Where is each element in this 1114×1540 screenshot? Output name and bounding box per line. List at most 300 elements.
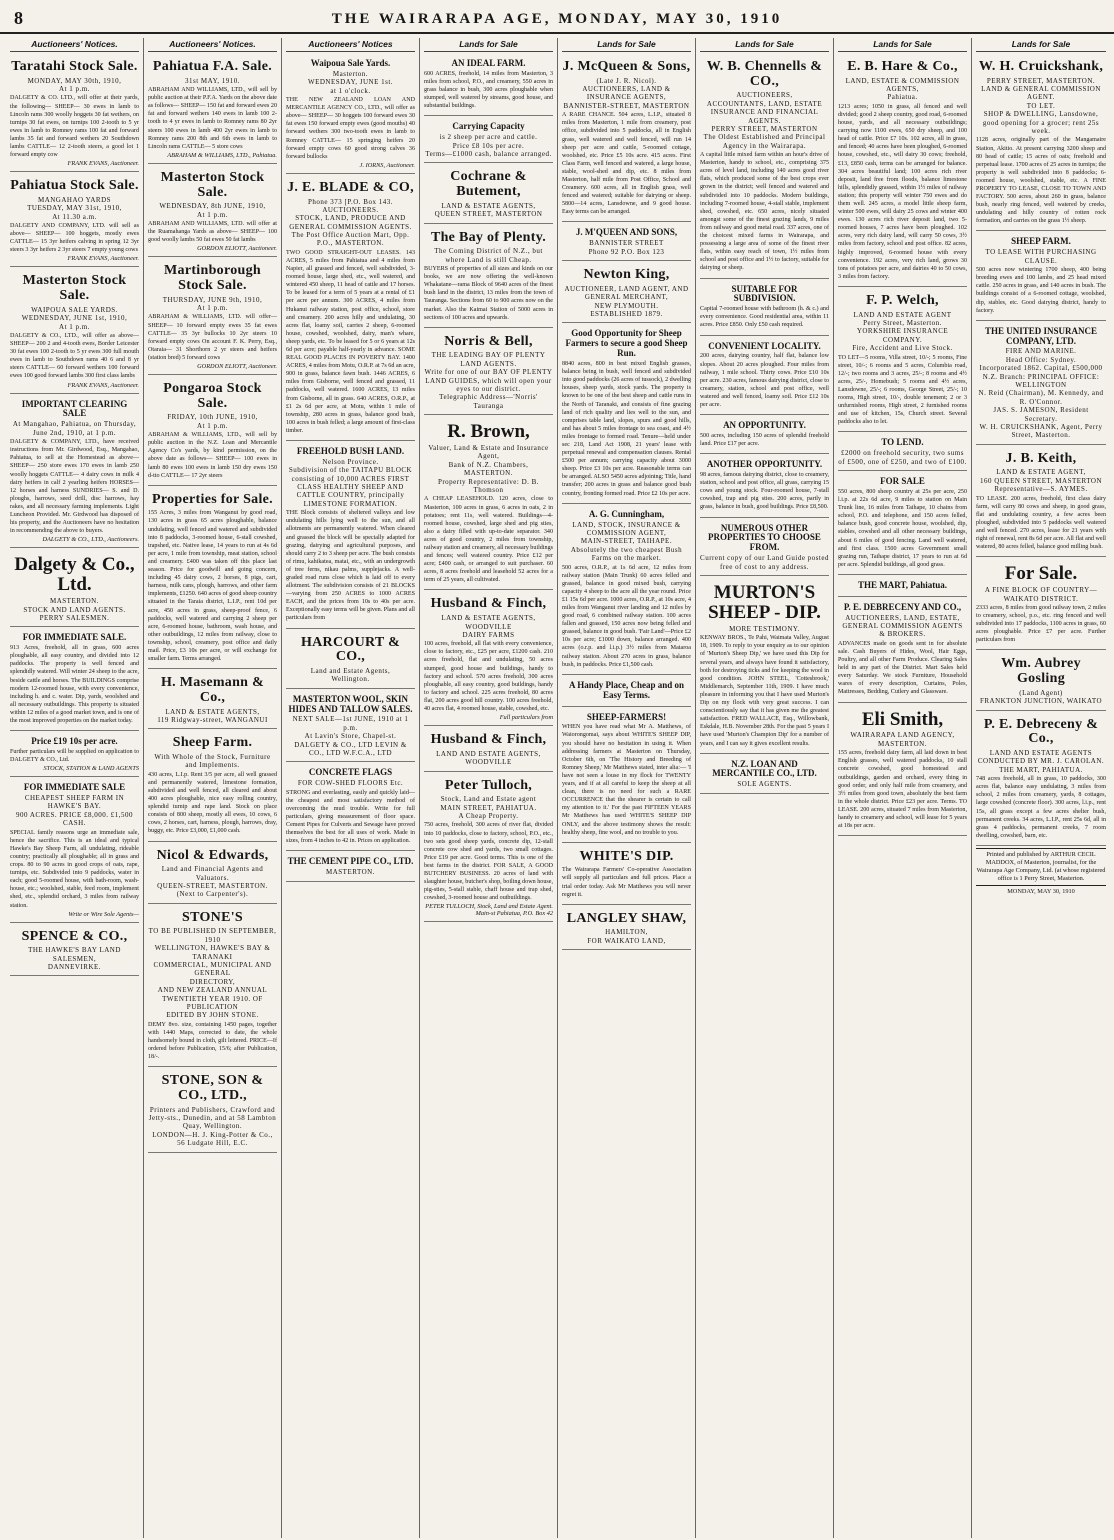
ad-subline: 160 QUEEN STREET, MASTERTON <box>979 476 1103 485</box>
ad-heading: THE CEMENT PIPE CO., LTD. <box>287 856 414 867</box>
advertisement <box>700 338 829 416</box>
ad-subline: AUCTIONEERS. <box>322 205 379 214</box>
ad-signature: J. IORNS, Auctioneer. <box>359 161 415 169</box>
advertisement <box>838 577 967 597</box>
ad-subline: 900 ACRES. PRICE £8,000. £1,500 CASH. <box>15 810 133 828</box>
ad-subline: Subdivision of the TAITAPU BLOCK consisting of 10,000 ACRES FIRST CLASS HEALTHY SHEEP AND CATTLE COUNTRY, principally LIMESTONE FORMATION. <box>288 466 413 508</box>
ad-body: A capital little mixed farm within an hour's drive of Masterton, handy to school, etc., comprising 375 acres of level land, including 140 acres good river flats, which produced some of the best crops ever grown in the district; well fenced and watered and subdivided into 10 paddocks. Modern buildings, including 7-roomed house, 4-stall stable, implement shed, cowshed, etc. 650 acres, nicely situated amongst some of the finest grazing lands, 9 miles from railway and good metal road. 337 acres, one of the choicest mixed farms in Wairarapa, and possessing a large area of some of the finest river flats, within easy reach of town, 1½ miles from school and post office and 1½ to factory, suitable for dairying or sheep. <box>700 152 829 272</box>
ad-heading: STONE, SON & CO., LTD., <box>161 1073 264 1103</box>
ad-subline: Phone 373 [P.O. Box 143. <box>308 197 393 206</box>
ad-subline: £2000 on freehold security, two sums of £500, one of £250, and two of £100. <box>838 449 967 466</box>
ad-heading: THE UNITED INSURANCE COMPANY, LTD. <box>984 325 1098 346</box>
advertisement <box>148 259 277 375</box>
advertisement <box>10 550 139 627</box>
ad-heading: P. E. Debreceny & Co., <box>983 716 1099 747</box>
ad-subline: At 1 p.m. <box>59 85 90 94</box>
ad-subline: is 2 sheep per acre and cattle. <box>439 133 538 142</box>
advertisement <box>424 592 553 726</box>
advertisement <box>148 166 277 257</box>
ad-subline: CHEAPEST SHEEP FARM IN HAWKE'S BAY. <box>24 794 125 811</box>
ad-heading: FOR IMMEDIATE SALE <box>23 782 126 793</box>
ad-body: ADVANCES made on goods sent in for absolute sale. Cash Buyers of Hides, Wool, Hair Eggs, Poultry, and all other Farm Produce. Clearing Sales held in any part of the District. Mart Sales held every Saturday. We stock Furniture, Household wares of every description, Curtains, Poles, Mattresses, Bedding, Cutlery and Glassware. <box>838 640 967 696</box>
column-7 <box>834 38 972 1538</box>
ad-subline: WOODVILLE <box>465 758 512 767</box>
column-header: Lands for Sale <box>562 38 691 52</box>
ad-subline: At 1 p.m. <box>59 322 90 331</box>
ad-body: ABRAHAM & WILLIAMS, LTD., will sell by public auction in the N.Z. Loan and Mercantile Agency Co's yards, by kind permission, on the above date as follows— SHEEP— 100 ewes in lamb 80 ewes 100 ewes in lamb 150 dry ewes 150 d-tto CATTLE— 17 2yr steers <box>148 432 277 479</box>
ad-subline: Incorporated 1862. Capital, £500,000 <box>979 364 1103 373</box>
advertisement <box>700 417 829 454</box>
ad-subline: Land and Estate Agents, <box>310 666 391 675</box>
advertisement <box>10 779 139 922</box>
advertisement <box>286 55 415 174</box>
ad-heading: Price £19 10s per acre. <box>31 736 118 747</box>
ad-body: 550 acres, 800 sheep country at 25s per acre, 250 l.i.p. at 22s 6d acre, 9 miles to station on Main Trunk line, 16 miles from Taihape, 10 chains from school, P.O. and telephone, and 150 acres felled, balance bush, good concrete house, woolshed, dip, stables, cowshed and all other necessary buildings, about 6 miles of good fencing. Land well watered, and first class. 1500 acres Government small grazing run, Taihape district, 17 years to run at 6d per acre. Splendid buildings, all good grass. <box>838 488 967 568</box>
advertisement <box>562 677 691 707</box>
ad-body: ABRAHAM AND WILLIAMS, LTD. will offer at the Ruamahanga Yards as above— SHEEP— 100 good woolly lambs 50 fat ewes 50 fat lambs <box>148 220 277 244</box>
ad-subline: At 1 p.m. <box>197 421 228 430</box>
ad-subline: Representative—S. AYMES. <box>994 485 1088 494</box>
ad-subline: N. Reid (Chairman), M. Kennedy, and R. O'Connor. <box>978 389 1104 406</box>
ad-heading: FREEHOLD BUSH LAND. <box>296 446 405 456</box>
ad-subline: QUEEN-STREET, MASTERTON. (Next to Carpenter's). <box>157 882 268 899</box>
ad-subline: MORE TESTIMONY. <box>729 624 800 633</box>
ad-subline: (Land Agent) <box>1019 688 1063 697</box>
advertisement <box>562 907 691 950</box>
advertisement <box>10 396 139 549</box>
advertisement <box>424 118 553 163</box>
ad-subline: Masterton. <box>332 69 369 78</box>
advertisement <box>562 263 691 323</box>
advertisement <box>10 174 139 267</box>
ad-body: 1213 acres; 1050 in grass, all fenced and well divided; good 2 sheep country, good road, 6-roomed house, yards, and all necessary outbuildings; carrying now 1100 ewes, 650 dry sheep, and 100 head of cattle. Price £7 10s. 102 acres, all in grass, and fenced; 40 acres have been ploughed, 6-roomed house, cowshed, etc., will dairy 30 cows; freehold, £13, £850 cash, terms can be arranged for balance. 304 acres beautiful land; 100 acres rich river deposit, land free from floods, balance limestone hills, splendidly grassed, within 1½ miles of railway station; this property will winter 750 ewes and do them well. 245 acres, a model little sheep farm, winter 500 ewes, will dairy 25 cows and winter 400 ewes. 130 acres rich river deposit land, two 5-roomed houses, 7 acres have been ploughed. 102 acres, very rich dairy land, will carry 50 cows, 3½ miles from factory, school and post office. 82 acres, highly improved, 6-roomed house with every convenience. 192 acres, very rich land, grows 30 tons of potatoes per acre, and dairies 40 to 50 cows, 3 miles from factory. <box>838 103 967 280</box>
column-header: Lands for Sale <box>700 38 829 52</box>
ad-subline: TO LET. <box>1026 101 1056 110</box>
ad-heading: Cochrane & Butement, <box>450 169 527 200</box>
advertisement <box>700 55 829 279</box>
ad-body: 750 acres, freehold, 300 acres of river flat, divided into 10 paddocks, close to factory, school, P.O., etc., two sets good sheep yards, concrete dip, 12-stall concrete cow shed and yards, two small cottages. Price £19 per acre. Good terms. This is one of the best farms in the district. FOR SALE, A GOOD BUTCHERY BUSINESS. 20 acres of land with slaughter house, butcher's shop, boiling down house, pig-sties, 5-stall stable, chaff house and trap shed, cowshed, 3-roomed house and outbuildings. <box>424 822 553 902</box>
ad-subline: N.Z. Branch: PRINCIPAL OFFICE: WELLINGTON <box>982 372 1100 390</box>
ad-subline: AND NEW ZEALAND ANNUAL <box>157 986 268 995</box>
ad-subline: At 1 p.m. <box>197 304 228 313</box>
advertisement <box>976 323 1106 445</box>
ad-body: 155 Acres, 3 miles from Wanganui by good road, 130 acres in grass 65 acres ploughable, balance undulating, well fenced and watered and subdivided into 8 paddocks, 3-roomed house, 6-stall cowshed, trapshed, etc. Native lease, 14 years to run at 4s 6d per acre, 1 mile from township, meat station, school and creamery. £400 was taken off this place last season. Price for goodwill and going concern, including 45 dairy cows, 2 horses, 8 pigs, cart, harness, milk cans, plough, harrows, and other farm implements, £1250. 640 acres of good sheep country situated in the Taraia district, L.I.P., rent 10d per acre, 450 acres in grass, sheep-proof fence, 6 paddocks, well watered and carrying 2 sheep per acre, 6-roomed house, bathroom, wash house, and other outbuildings, 12 miles from railway, close to township, school, creamery, post office and daily mail. Price, £3 10s per acre, or will exchange for smaller farm. Terms arranged. <box>148 510 277 663</box>
ad-subline: MAIN STREET, PAHIATUA. <box>440 803 537 812</box>
ad-heading: WHITE'S DIP. <box>579 848 674 864</box>
advertisement <box>562 55 691 222</box>
ad-body: BUYERS of properties of all sizes and kinds on our books, we are now offering the well-known Whakatane—rama Block of 9640 acres of the finest bush land in the district, 13 miles from the town of Tauranga. Sections from 60 to 900 acres now on the market. Also the Kaimai Station of 5000 acres in sections of 100 acres and upwards. <box>424 266 553 321</box>
column-header: Auctioneers' Notices. <box>10 38 139 52</box>
ad-heading: Properties for Sale. <box>152 491 273 507</box>
advertisement <box>700 281 829 336</box>
ad-heading: FOR IMMEDIATE SALE. <box>22 632 127 643</box>
advertisement <box>976 233 1106 320</box>
ad-heading: H. Masemann & Co., <box>160 675 265 705</box>
ad-subline: FIRE AND MARINE. <box>1005 347 1077 356</box>
ad-subline: LAND AND ESTATE AGENTS <box>989 749 1093 757</box>
ad-heading: A. G. Cunningham, <box>588 508 665 519</box>
advertisement <box>838 55 967 287</box>
newspaper-columns <box>6 38 1110 1538</box>
advertisement <box>976 55 1106 231</box>
advertisement <box>148 1069 277 1152</box>
ad-heading: LANGLEY SHAW, <box>566 910 687 926</box>
advertisement <box>286 853 415 881</box>
ad-subline: The Oldest Established and Principal Agency in the Wairarapa. <box>703 133 826 150</box>
ad-signature: Write or Wire Sole Agents— <box>68 910 139 918</box>
advertisement <box>424 774 553 923</box>
ad-subline: Perry Street, Masterton. <box>863 319 942 327</box>
ad-heading: Eli Smith, <box>861 708 944 730</box>
ad-subline: Price £8 10s per acre. <box>452 141 525 150</box>
ad-body: TO LEASE. 200 acres, freehold, first class dairy farm, will carry 80 cows and sheep, in good grass, flat and undulating country, a few acres been ploughed, subdivided into 5 paddocks well watered and well fenced. 270 acres, lease for 21 years with right of renewal, rent 8s 6d per acre. All flat and well watered, 80 acres felled, balance good milling bush. <box>976 495 1106 551</box>
advertisement <box>10 269 139 393</box>
advertisement <box>286 176 415 441</box>
ad-subline: At Mangahao, Pahiatua, on Thursday, June 2nd, 1910, at 1 p.m. <box>12 420 137 437</box>
ad-subline: LAND AND ESTATE AGENTS, <box>436 749 541 758</box>
advertisement <box>148 906 277 1067</box>
ad-subline: PERRY STREET, MASTERTON <box>711 124 818 133</box>
ad-subline: MANGAHAO YARDS <box>37 195 112 204</box>
advertisement <box>838 473 967 575</box>
ad-heading: For Sale. <box>1004 563 1078 585</box>
ad-body: 100 acres, freehold, all flat with every convenience, close to factory, etc., £25 per acre, £1200 cash. 210 acres freehold, flat and undulating, 50 acres stumped, good house and buildings, handy to factory and school. 570 acres freehold, 300 acres ploughable, all easy country, good buildings, handy to factory and school. 225 acres freehold, 80 acres flat, 200 acres good hill country. 100 acres freehold, 40 acres flat, 4 roomed house, stable, cowshed, etc. <box>424 641 553 713</box>
ad-subline: Nelson Province. <box>322 457 379 466</box>
advertisement <box>10 629 139 731</box>
advertisement <box>700 456 829 517</box>
ad-heading: FOR SALE <box>880 476 925 487</box>
ad-signature: FRANK EVANS, Auctioneer. <box>67 381 139 389</box>
advertisement <box>424 728 553 771</box>
advertisement <box>838 705 967 837</box>
ad-signature: Full particulars from <box>499 714 553 722</box>
ad-subline: STOCK, LAND, PRODUCE AND GENERAL COMMISSION AGENTS. <box>289 214 412 231</box>
ad-subline: Absolutely the two cheapest Bush Farms on the market. <box>570 545 683 563</box>
ad-subline: A Cheap Property. <box>458 812 519 821</box>
ad-subline: Valuer, Land & Estate and Insurance Agent, <box>428 444 549 461</box>
ad-heading: Husband & Finch, <box>430 732 547 748</box>
ad-subline: ESTABLISHED 1879. <box>590 310 663 318</box>
ad-subline: W. H. CRUICKSHANK, Agent, Perry Street, Masterton. <box>979 422 1103 440</box>
ad-body: The Wairarapa Farmers' Co-operative Association will supply all particulars and full prices. Place a trial order today. Ask Mr Matthews you will never regret it. <box>562 867 691 898</box>
ad-heading: J. McQueen & Sons, <box>562 59 691 74</box>
advertisement <box>562 224 691 261</box>
advertisement <box>286 631 415 689</box>
ad-subline: FOR WAIKATO LAND, <box>587 936 666 945</box>
advertisement <box>10 733 139 777</box>
ad-subline: With Whole of the Stock, Furniture and Implements. <box>154 753 271 770</box>
advertisement <box>148 844 277 904</box>
ad-subline: Write for one of our BAY OF PLENTY LAND GUIDES, which will open your eyes to our district. <box>424 368 553 393</box>
ad-subline: Land and Financial Agents and Valuators. <box>161 865 264 882</box>
ad-subline: MAIN-STREET, TAIHAPE. <box>580 537 673 546</box>
ad-body: SPECIAL family reasons urge an immediate sale, hence the sacrifice. This is an ideal and typical Hawke's Bay Sheep Farm, all undulating, rideable country; practically all ploughable; all in grass and crops. 80 to 90 acres in good crops of oats, rape, turnips, etc. Subdivided into 9 paddocks, water in each; good 5-roomed house, with bath-room, wash-house, etc.; woolshed, stable, feed room, implement shed, etc., splendid orchard, 3 miles from railway station. <box>10 829 139 909</box>
ad-heading: F. P. Welch, <box>866 292 939 308</box>
advertisement <box>424 417 553 590</box>
ad-subline: LAND, ESTATE & COMMISSION AGENTS, <box>845 76 960 94</box>
ad-body: KENWAY BROS., Te Pahi, Waimata Valley, August 18, 1909. To reply to your enquiry as to our opinion of 'Murton's Sheep Dip,' we have used this Dip for several years, and always have found it satisfactory, both for destroying ticks and for keeping the wool in good condition. JOHN STEEL, 'Cottesbrook,' Middlemarch, September 11th, 1909. I have much pleasure in informing you that I have used Murton's Dip on my flock with very great success. I can conscientiously say that it has given me the greatest satisfaction. FRED WALLACE, Esq., Willowbank, Eskdale, H.B. November 28th. For the past 5 years I have used 'Murton's Champion Dip' for a number of years, and I can say it gives excellent results. <box>700 635 829 747</box>
ad-subline: Property Representative: D. B. Thomson <box>437 477 540 495</box>
column-6 <box>696 38 834 1538</box>
ad-heading: Peter Tulloch, <box>444 777 533 793</box>
ad-subline: Terms—£1000 cash, balance arranged. <box>425 150 552 159</box>
ad-subline: The Post Office Auction Mart, Opp. P.O., MASTERTON. <box>291 231 410 248</box>
advertisement <box>286 691 415 763</box>
ad-signature: PETER TULLOCH, Stock, Land and Estate Agent. Main-st Pahiatua, P.O. Box 42 <box>425 903 553 918</box>
advertisement <box>700 520 829 576</box>
ad-body: 1128 acres, originally part of the Mangamaire Station, Akitio. At present carrying 3200 sheep and 80 head of cattle; 15 acres of oats; freehold and perpetual lease. 1700 acres of 25 acres in turnips; the property is well subdivided into 8 paddocks; 6-roomed house, woolshed, stable, etc. A FINE PROPERTY TO LEASE, CLOSE TO TOWN AND FACTORY. 500 acres, about 260 in grass, balance bush, nearly ring fenced, well watered by creeks, undulating and hilly country of rotten rock formation, and carries on the grass 1½ sheep. <box>976 137 1106 225</box>
column-1 <box>6 38 144 1538</box>
ad-subline: At Lavin's Store, Chapel-st. <box>304 732 397 741</box>
advertisement <box>976 559 1106 650</box>
ad-heading: CONCRETE FLAGS <box>308 767 393 778</box>
ad-body: 8840 acres, 800 in best mixed English grasses, balance being in bush, well fenced and subdivided into good paddocks (26 acres of tussock), 2 dwelling houses, sheep yards, stock yards. The property is known to be one of the best sheep and cattle runs in the North of Taranaki, and consists of fine grazing land of rich quality and lies well to the sun, and comprises table land, slopes, spurs and good hills, and has about 5 miles frontage to sea coast, and 4½ miles frontage to formed road. Tenure—held under sec 218, Land Act 1908, 21 years' lease with perpetual renewal and compensation clauses. Rental £500 per annum; carrying capacity about 3000 sheep. Price £3 10s per acre. Reasonable terms can be arranged. ALSO 5450 acres adjoining; Title, hand transfer; 200 acres in grass and balance good bush country, fronting formed road. Price £2 10s per acre. <box>562 361 691 497</box>
ad-body: 200 acres, dairying country, half flat, balance low slopes. About 20 acres ploughed. Four miles from railway, 1 mile school. Thirty cows. Price £10 10s per acre. 230 acres, famous dairying district, close to creamery, station, school and post office, well watered and well fenced, loamy soil. Price £12 10s per acre. <box>700 353 829 409</box>
ad-subline: WAIPOUA SALE YARDS. <box>31 305 118 314</box>
ad-subline: DANNEVIRKE. <box>47 963 102 972</box>
ad-body: A CHEAP LEASEHOLD. 120 acres, close to Masterton, 100 acres in grass, 6 acres in oats, 2 in potatoes; rent 11s, well watered. Buildings—4-roomed house, cowshed, large shed and pig sties, also a dairy filled with up-to-date separator. 340 acres of good country, 2 miles from township, railway station and creamery, all necessary buildings and fences; well watered country. Price £12 per acre; £400 cash, or arranged to suit purchaser. 60 acres, 8 acres freehold and leasehold 52 acres for a term of 25 years, all cultivated. <box>424 496 553 584</box>
ad-heading: Sheep Farm. <box>172 735 253 751</box>
ad-subline: SHOP & DWELLING, Lansdowne, good opening for a grocer; rent 25s week. <box>982 110 1100 136</box>
imprint: Printed and published by ARTHUR CECIL MADDOX, of Masterton, journalist, for the Wairarapa Age Company, Ltd. (at whose registered office is 1 Perry Street, Masterton. <box>976 848 1106 883</box>
ad-body: A RARE CHANCE. 504 acres, L.I.P., situated 8 miles from Masterton, 1 mile from creamery, post office, subdivided into 5 paddocks, all in English grass, well watered and well fenced, will run 14 sheep per acre and cattle, 5-roomed cottage, woolshed, etc. Price £5 10s acre. 415 acres. First Class Farm, well fenced and watered, a large house, stable, wool-shed and dip, etc. 8 miles from Masterton, half mile from Post Office, School and Creamery. 600 acres, all in English grass, well fenced and watered; suitable for dairying or sheep. 5800—14 acres, Lansdowne, and 9 good house. Easy terms can be arranged. <box>562 112 691 216</box>
advertisement <box>424 330 553 415</box>
ad-body: 913 Acres, freehold, all in grass, 600 acres ploughable, all easy country, and divided into 12 paddocks. The property is well fenced and splendidly watered. Will winter 24 sheep to the acre, beside cattle and horses. The BUILDINGS comprise modern 12-roomed house, with every convenience, including h. and c. water. Dip, yards, woolshed and all necessary outbuildings. This property is situated within 12 miles of a good market town, and is one of the most improved properties on the market today. <box>10 645 139 725</box>
ad-heading: STONE'S <box>182 909 243 925</box>
ad-subline: at 1 o'clock. <box>330 86 371 95</box>
ad-subline: At 1 p.m. <box>197 210 228 219</box>
ad-subline: WELLINGTON, HAWKE'S BAY & TARANAKI <box>154 944 271 961</box>
ad-body: ABRAHAM & WILLIAMS, LTD. will offer— SHEEP— 10 forward empty ewes 35 fat ewes CATTLE— 35 3yr bullocks 10 2yr steers 10 forward empty cows On account F. K. Perry, Esq., Otaraia— 31 Shorthorn 2 yr steers and heifers (station bred) 5 forward cows <box>148 314 277 361</box>
column-5 <box>558 38 696 1538</box>
column-header: Lands for Sale <box>838 38 967 52</box>
ad-body: 430 acres, L.I.p. Rent 3/5 per acre, all well grassed and permanently watered, limestone formation, subdivided and well fenced, all cleared and about 400 acres ploughable, nice easy rolling country, splendid turnip and rape land. Stock on place consists of 800 sheep, mostly all ewes, 10 cows, 6 cows, 2 horses, cart, harness, plough, harrows, dray, buggy, etc. Price £3,000, £1,000 cash. <box>148 771 277 835</box>
ad-subline: AUCTIONEERS, LAND & INSURANCE AGENTS, <box>582 85 671 102</box>
ad-subline: Wellington. <box>331 675 370 684</box>
ad-subline: COMMERCIAL, MUNICIPAL AND GENERAL <box>153 961 272 978</box>
ad-subline: LAND & GENERAL COMMISSION AGENT. <box>981 85 1101 102</box>
ad-body: THE Block consists of sheltered valleys and low undulating hills lying well to the sun, and all allotments are permanently watered. When cleared and grassed the block will be specially adapted for grazing, dairying and agricultural purposes, and should carry 2 to 3 sheep per acre. The bush consists of rimu, kahikatea, matai, etc., with an undergrowth of tree ferns, nikau palms, supplejacks. A well-graded road runs close which is laid off to every allotment. The subdivision consists of 21 BLOCKS—varying from 250 ACRES to 1000 ACRES EACH, and the prices from 10s to 40s per acre. Exceptionally easy terms will be given. Plans and all particulars from <box>286 510 415 622</box>
ad-heading: W. B. Chennells & CO., <box>706 59 823 89</box>
ad-signature: DALGETY & CO., LTD., Auctioneers. <box>42 536 139 544</box>
ad-body: 600 ACRES, freehold, 14 miles from Masterton, 3 miles from school, P.O., and creamery, 550 acres in grass balance in bush, 300 acres ploughable when stumped, well watered by streams, good house, and substantial buildings. <box>424 70 553 110</box>
ad-subline: LAND, STOCK, INSURANCE & COMMISSION AGENT, <box>572 520 681 537</box>
advertisement <box>838 434 967 471</box>
ad-subline: TWENTIETH YEAR 1910. OF PUBLICATION <box>162 994 263 1011</box>
ad-heading: E. B. Hare & Co., <box>847 59 958 74</box>
ad-subline: LAND AND ESTATE AGENT <box>853 310 952 319</box>
ad-signature: ABRAHAM & WILLIAMS, LTD., Pahiatua. <box>167 151 277 159</box>
column-2 <box>144 38 282 1538</box>
ad-subline: 31st MAY, 1910. <box>185 76 240 85</box>
ad-body: 500 acres now wintering 1700 sheep, 400 being breeding ewes and 100 lambs, and 25 head mixed cattle. 250 acres in grass, and 140 acres in bush. The buildings consist of a 6-roomed cottage, woolshed, dip, stables, etc. Good dairying district, handy to factory. <box>976 267 1106 314</box>
ad-subline: YORKSHIRE INSURANCE COMPANY. <box>856 327 949 344</box>
ad-heading: Waipoua Sale Yards. <box>310 58 391 68</box>
ad-heading: Nicol & Edwards, <box>156 847 269 863</box>
advertisement <box>700 756 829 794</box>
advertisement <box>148 671 277 729</box>
ad-body: DALGETY & CO., LTD., will offer as above— SHEEP— 200 2 and 4-tooth ewes, Border Leicester 30 fat ewes 100 2-tooth to 5 yr ewes 300 full mouth ewes in lamb to Southdown rams 40 6 and 8 yr steers CATTLE— 60 forward wethers 100 forward ewes 100 good forward lambs 300 first class lambs <box>10 333 139 380</box>
page-number: 8 <box>14 8 23 28</box>
ad-heading: W. H. Cruickshank, <box>978 59 1104 74</box>
ad-signature: FRANK EVANS, Auctioneer. <box>67 160 139 168</box>
ad-heading: MURTON'S SHEEP - DIP. <box>708 582 821 623</box>
advertisement <box>424 226 553 328</box>
ad-heading: TO LEND. <box>881 437 924 448</box>
advertisement <box>700 578 829 754</box>
ad-subline: THE HAWKE'S BAY LAND SALESMEN, <box>28 946 121 963</box>
ad-subline: TO LEASE WITH PURCHASING CLAUSE. <box>985 248 1097 265</box>
column-header: Lands for Sale <box>424 38 553 52</box>
ad-subline: FRANKTON JUNCTION, WAIKATO <box>979 697 1103 706</box>
ad-subline: THE MART, PAHIATUA. <box>999 765 1083 774</box>
ad-heading: Norris & Bell, <box>444 333 533 349</box>
ad-subline: WEDNESDAY, JUNE 1st. <box>307 78 394 87</box>
ad-body: ABRAHAM AND WILLIAMS, LTD., will sell by public auction at their P.F.A. Yards on the above date as follows— SHEEP— 150 fat and forward ewes 20 fat and forward wethers 140 ewes in lamb 100 2-tooth to 4 yr ewes in lamb to Romney rams 80 2yr steers 100 ewes in lamb 400 2yr ewes in lamb to Romney rams 200 8th and 6th ewes in lamb to Lincoln rams CATTLE— 5 store cows <box>148 87 277 150</box>
advertisement <box>148 55 277 164</box>
ad-subline: CONDUCTED BY MR. J. CAROLAN. <box>977 757 1105 766</box>
advertisement <box>286 443 415 629</box>
advertisement <box>562 506 691 675</box>
ad-heading: Taratahi Stock Sale. <box>11 59 138 74</box>
advertisement <box>10 925 139 977</box>
ad-subline: Printers and Publishers, Crawford and Jetty-sts., Dunedin, and at 58 Lambton Quay, Wellington. <box>148 1105 277 1131</box>
ad-heading: SHEEP-FARMERS! <box>586 711 667 722</box>
ad-heading: Masterton Stock Sale. <box>160 169 265 200</box>
column-header: Lands for Sale <box>976 38 1106 52</box>
ad-heading: J. E. BLADE & CO, <box>287 179 414 195</box>
column-8 <box>972 38 1110 1538</box>
ad-subline: TO BE PUBLISHED IN SEPTEMBER, 1910 <box>148 927 277 944</box>
ad-heading: Pongaroa Stock Sale. <box>163 380 262 411</box>
ad-subline: (Late J. R. Nicol). <box>596 76 657 85</box>
ad-heading: CONVENIENT LOCALITY. <box>708 340 821 351</box>
ad-subline: NEXT SALE—1st JUNE, 1910 at 1 p.m. <box>292 715 409 732</box>
advertisement <box>148 377 277 486</box>
ad-subline: PERRY STREET, MASTERTON. <box>986 76 1096 85</box>
ad-heading: SHEEP FARM. <box>1011 236 1071 247</box>
ad-subline: JAS. S. JAMESON, Resident Secretary. <box>993 406 1089 423</box>
ad-heading: AN OPPORTUNITY. <box>723 420 806 431</box>
ad-subline: EDITED BY JOHN STONE. <box>166 1011 259 1020</box>
column-header: Auctioneers' Notices <box>286 38 415 52</box>
ad-subline: AUCTIONEERS, LAND, ESTATE, GENERAL COMMISSION AGENTS <box>842 613 963 631</box>
ad-heading: NUMEROUS OTHER PROPERTIES TO CHOOSE FROM. <box>708 522 821 553</box>
advertisement <box>838 599 967 703</box>
ad-subline: Head Office: Sydney. <box>1005 355 1077 364</box>
ad-body: DALGETY & CO. LTD., will offer at their yards, the following— SHEEP— 30 ewes in lamb to Lincoln rams 300 woolly hoggets 30 fat wethers, on turnips 30 fat ewes, on turnips 100 2-tooth to 5 yr ewes in lamb to Romney rams 100 fat and forward lambs 35 fat and forward wethers 20 Southdown lambs CATTLE— 12 2-tooth steers, a good lot 1 forward empty cow <box>10 95 139 159</box>
ad-heading: HARCOURT & CO., <box>300 634 401 665</box>
ad-signature: GORDON ELIOTT, Auctioneer. <box>197 245 277 253</box>
ad-subline: Current copy of our Land Guide posted free of cost to any address. <box>700 554 829 571</box>
column-header: Auctioneers' Notices. <box>148 38 277 52</box>
ad-heading: Martinborough Stock Sale. <box>164 263 261 293</box>
ad-heading: IMPORTANT CLEARING SALE <box>21 398 128 419</box>
ad-heading: Husband & Finch, <box>430 596 547 612</box>
ad-subline: MASTERTON. <box>878 739 927 748</box>
ad-subline: Telegraphic Address—'Norris' Tauranga <box>439 393 538 410</box>
ad-heading: Wm. Aubrey Gosling <box>1001 656 1081 687</box>
ad-heading: Masterton Stock Sale. <box>22 273 127 304</box>
column-4 <box>420 38 558 1538</box>
ad-heading: J. M'QUEEN AND SONS, <box>575 227 678 238</box>
ad-subline: LAND & ESTATE AGENTS, <box>441 614 536 623</box>
ad-body: 500 acres, O.R.P., at 1s 6d acre, 12 miles from railway station (Main Trunk) 60 acres felled and grassed, balance in good mixed bush, carrying capacity 4 sheep to the acre all the year round. Price £1 15s 6d per acre. 1000 acres, O.R.P., at 10s acre, 4 miles from Wanganui river landing and 12 miles by good road, 6 combined railway station. 100 acres fallen and grassed, 150 acres now being felled and grassed, balance in good bush. 'Fair Land'—Price £2 10s per acre; £1000 down, balance arranged. 400 acres (o.r.p. and l.i.p.) 3½ miles from Mataroa railway station. About 270 acres in grass, balance bush, in paddocks. Price £1,500 cash. <box>562 564 691 668</box>
advertisement <box>424 165 553 223</box>
footer-date: MONDAY, MAY 30, 1910 <box>976 885 1106 896</box>
ad-subline: Stock, Land and Estate agent <box>440 795 537 804</box>
ad-subline: MASTERTON. <box>326 868 375 877</box>
ad-heading: Pahiatua F.A. Sale. <box>152 59 273 74</box>
ad-subline: FOR COW-SHED FLOORS Etc. <box>297 779 404 788</box>
ad-subline: FRIDAY, 10th JUNE, 1910, <box>167 413 258 422</box>
ad-subline: & BROKERS. <box>879 630 926 639</box>
ad-body: 155 acres, freehold dairy farm, all laid down in best English grasses, well watered paddocks, 10 stall concrete cowshed, good homestead and outbuildings, garden and orchard, every thing in good order, and only half mile from creamery, and 3½ miles from good town, absolutely the best farm in the whole district. Price £23 per acre. Terms. TO LEASE. 200 acres, situated 7 miles from Masterton, handy to creamery and school, will lease for 5 years at 18s per acre. <box>838 750 967 830</box>
ad-subline: WAIRARAPA LAND AGENCY, <box>850 731 955 740</box>
ad-subline: 119 Ridgway-street, WANGANUI <box>157 715 268 724</box>
ad-subline: At 11.30 a.m. <box>52 212 97 221</box>
advertisement <box>286 764 415 851</box>
ad-signature: FRANK EVANS, Auctioneer. <box>67 255 139 263</box>
ad-subline: AUCTIONEER, LAND AGENT, AND GENERAL MERCHANT, <box>564 284 689 302</box>
ad-subline: WOODVILLE <box>465 622 512 631</box>
advertisement <box>838 289 967 432</box>
ad-heading: ANOTHER OPPORTUNITY. <box>706 459 823 470</box>
ad-heading: Dalgety & Co., Ltd. <box>14 554 135 596</box>
ad-body: 748 acres freehold, all in grass, 10 paddocks, 300 acres flat, balance easy undulating, 3 miles from school, 2 miles from creamery, yards, 8 cottages, large cowshed (concrete floor). 300 acres, l.i.p., rent 15s, all grass except a few acres shelter bush, permanent creeks. 34 acres, L.I.P., rent 25s 6d, all in grass 4 paddocks, permanent creeks, 7 room dwelling, cowshed, barn, etc. <box>976 776 1106 839</box>
ad-heading: SPENCE & CO., <box>21 928 128 944</box>
ad-heading: THE MART, Pahiatua. <box>857 579 948 590</box>
advertisement <box>424 55 553 116</box>
ad-body: TO LET—5 rooms, Villa street, 10/-; 5 rooms, Fine street, 10/-; 6 rooms and 5 acres, Columbia road, 12/-; two rooms and 3 acres, 25/-; 8 rooms and 4½ acres, 25/-, Homebush; 5 rooms and 4½ acres, Lansdowne, 25/-; 6 rooms, George Street, 25/-; 10 rooms, High street, 10/-, double tenement; 2 or 3 unfurnished rooms, High street, 2 furnished rooms and use of kitchen, 15s, Church street. Several paddocks also to let. <box>838 354 967 426</box>
ad-subline: LAND & ESTATE AGENTS, <box>165 707 260 716</box>
ad-body: 500 acres, including 150 acres of splendid freehold land. Price £17 per acre. <box>700 433 829 448</box>
ad-subline: A FINE BLOCK OF COUNTRY—WAIKATO DISTRICT. <box>984 586 1098 603</box>
ad-subline: Phone 92 P.O. Box 123 <box>588 247 665 256</box>
ad-subline: SOLE AGENTS. <box>737 780 792 789</box>
ad-subline: WEDNESDAY, 8th JUNE, 1910, <box>159 202 266 211</box>
ad-body: STRONG and everlasting, easily and quickly laid—the cheapest and most satisfactory method of overcoming the mud trouble. Write for full particulars, giving measurement of floor space. Cement Pipes for Culverts and Sewage have proved themselves the best for all uses of work. Made in sizes, from 4 inches to 42 in. Prices on application. <box>286 789 415 845</box>
ad-subline: MONDAY, MAY 30th, 1910, <box>27 76 122 85</box>
ad-body: Further particulars will be supplied on application to DALGETY & CO., Ltd. <box>10 749 139 764</box>
ad-subline: LAND & ESTATE AGENTS, <box>441 201 536 210</box>
ad-body: 2333 acres, 8 miles from good railway town, 2 miles to creamery, school, p.o., etc. ring fenced and well subdivided into 17 paddocks, 1100 acres in grass, 60 acres ploughable. Price £7 per acre. Further particulars from <box>976 605 1106 644</box>
advertisement <box>562 845 691 905</box>
ad-body: WHEN you have read what Mr A. Matthews, of Waiorongomai, says about WHITE'S SHEEP DIP, you should have no hesitation in using it. When addressing farmers at Masterton on Thursday, October 6th, on 'The History and Breeding of Romney Sheep,' Mr Matthews stated, inter alia:— 'I have not seen a louse in my flock for TWENTY years, and if at all careful to keep the sheep at all clean, there is no need for such a RARE OCCURRENCE that the shearer is certain to call my attention to it.' For the past FIFTEEN YEARS Mr Matthews has used WHITE'S SHEEP DIP ONLY, and the above testimony shows the result: healthy sheep, fine wool, and no trouble to you. <box>562 724 691 836</box>
ad-subline: HAMILTON, <box>605 928 648 937</box>
ad-body: DALGETY & COMPANY, LTD., have received instructions from Mr. Girdwood, Esq., Mangahao, Pahiatua, to sell at the Homestead as above— SHEEP— 250 store ewes 170 ewes in lamb 250 woolly hoggets CATTLE— 4 dairy cows in milk 4 dairy heifers in calf 2 yearling heifers HORSES— 12 horses and harness SUNDRIES— S. and D. ploughs, harrows, seed drill, disc harrows, hay rakes, and all necessary farming implements. Light Luncheon Provided. Mr. Girdwood has disposed of his property, and the Auctioneers have no hesitation in recommending the above to buyers. <box>10 439 139 535</box>
ad-subline: LONDON—H. J. King-Potter & Co., 56 Ludgate Hill, E.C. <box>152 1130 273 1148</box>
newspaper-title: THE WAIRARAPA AGE, MONDAY, MAY 30, 1910 <box>331 11 783 27</box>
ad-subline: PERRY SALESMEN. <box>39 613 110 622</box>
ad-signature: GORDON ELIOTT, Auctioneer. <box>197 362 277 370</box>
ad-subline: STOCK AND LAND AGENTS. <box>23 605 126 614</box>
ad-heading: P. E. DEBRECENY AND CO., <box>843 601 962 612</box>
ad-subline: ACCOUNTANTS, LAND, ESTATE INSURANCE AND FINANCIAL AGENTS. <box>706 99 823 125</box>
ad-heading: A Handy Place, Cheap and on Easy Terms. <box>568 679 685 700</box>
ad-body: THE NEW ZEALAND LOAN AND MERCANTILE AGENCY CO., LTD., will offer as above— SHEEP— 30 hoggets 100 forward ewes 30 fat ewes 150 forward empty ewes (good mouths) 40 forward wethers 300 two-tooth ewes in lamb to Romney CATTLE— 15 springing heifers 20 forward empty cows 60 good strong calves 36 forward bullocks <box>286 97 415 160</box>
ad-subline: DAIRY FARMS <box>462 630 515 639</box>
ad-heading: Pahiatua Stock Sale. <box>10 178 139 194</box>
advertisement <box>976 447 1106 558</box>
ad-subline: WEDNESDAY, JUNE 1st, 1910, <box>21 314 128 323</box>
ad-body: DEMY 8vo. size, containing 1450 pages, together with 1440 Maps, corrected to date, the whole handsomely bound in cloth, gilt lettered. PRICE—If ordered before Publication, 15/6; after Publication, 18/-. <box>148 1021 277 1061</box>
ad-signature: STOCK, STATION & LAND AGENTS <box>43 765 139 773</box>
ad-subline: MASTERTON. <box>50 597 99 606</box>
ad-subline: The Coming District of N.Z., but where Land is still Cheap. <box>434 247 543 264</box>
column-3 <box>282 38 420 1538</box>
ad-heading: Newton King, <box>583 267 670 283</box>
